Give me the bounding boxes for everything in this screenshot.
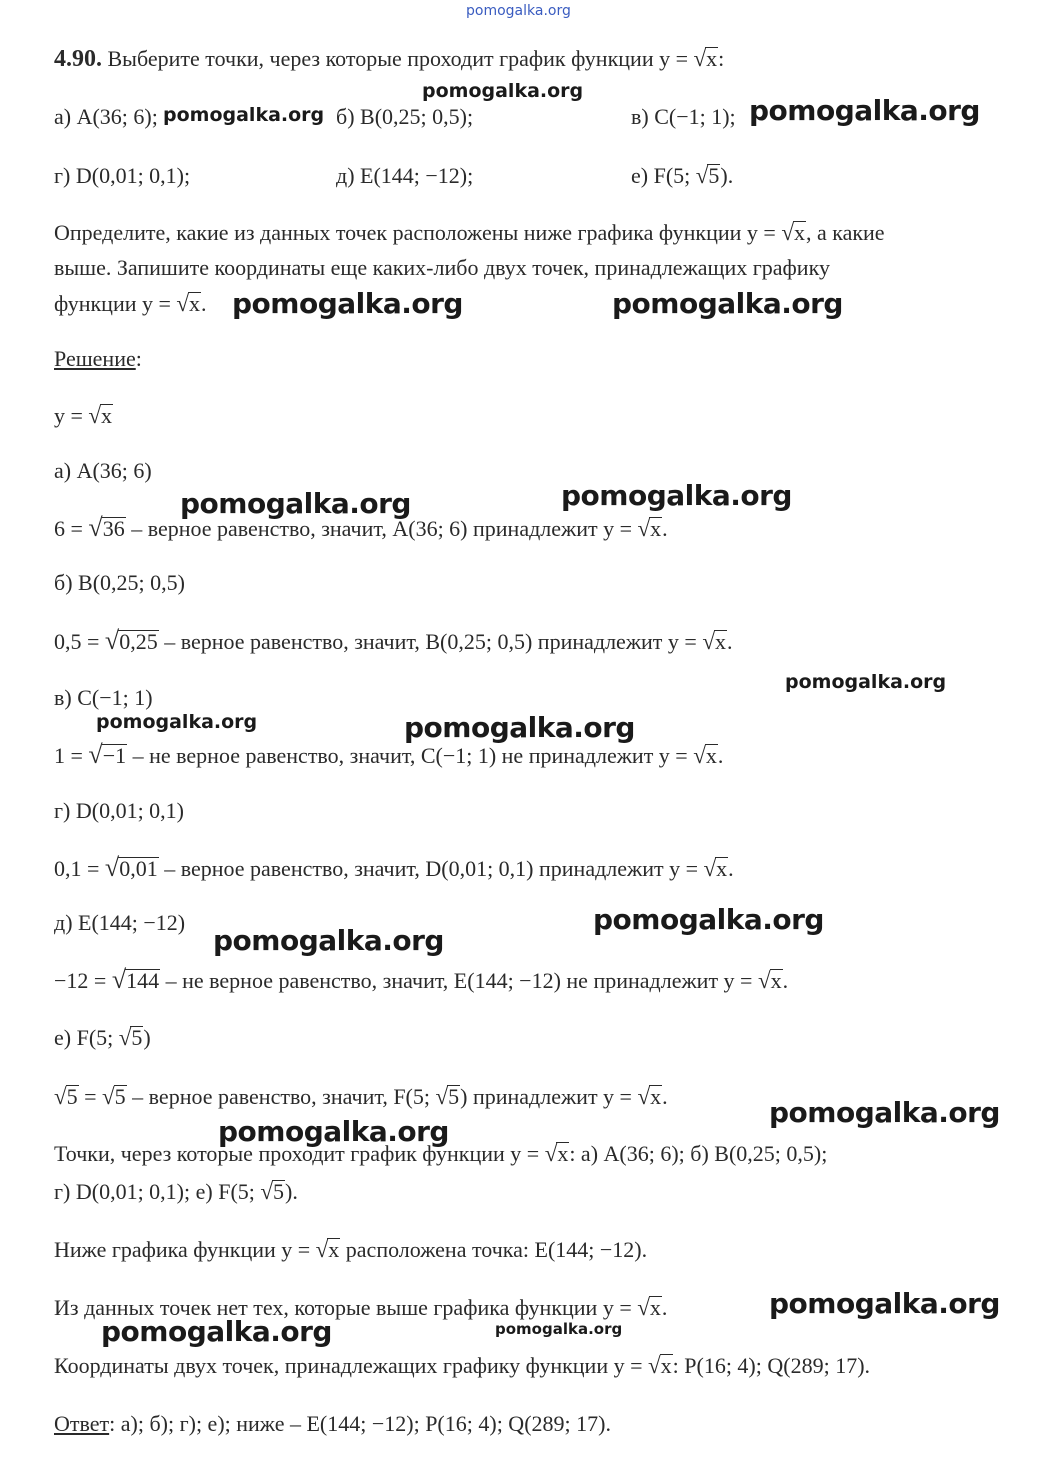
task-title-line: 4.90. Выберите точки, через которые проходит график функции y = √x: [54, 46, 725, 72]
case-g-heading: г) D(0,01; 0,1) [54, 798, 185, 823]
watermark-top: pomogalka.org [466, 3, 571, 19]
task-number: 4.90. [54, 46, 102, 72]
question-line-2: выше. Запишите координаты еще каких-либо двух точек, принадлежащих графику [54, 255, 830, 280]
watermark: pomogalka.org [213, 924, 444, 957]
watermark: pomogalka.org [612, 287, 843, 320]
above-graph-line: Из данных точек нет тех, которые выше графика функции y = √x. [54, 1295, 668, 1320]
watermark: pomogalka.org [180, 487, 411, 520]
sqrt-5: √5 [102, 1084, 126, 1109]
sqrt-x: √x [693, 46, 718, 71]
watermark: pomogalka.org [785, 671, 947, 693]
watermark: pomogalka.org [218, 1115, 449, 1148]
case-b-check: 0,5 = √0,25 – верное равенство, значит, B(0,25; 0,5) принадлежит y = √x. [54, 626, 733, 655]
case-e-heading: е) F(5; √5) [54, 1025, 151, 1050]
sqrt-x: √x [781, 220, 805, 245]
solution-heading: Решение: [54, 346, 142, 371]
sqrt-5: √5 [435, 1084, 460, 1109]
answer-line [54, 1411, 611, 1437]
sqrt-5: √5 [118, 1025, 143, 1050]
solution-function: y = √x [54, 403, 113, 428]
option-g: г) D(0,01; 0,1); [54, 163, 191, 188]
watermark: pomogalka.org [769, 1287, 1000, 1320]
sqrt-x: √x [702, 629, 726, 654]
watermark: pomogalka.org [101, 1315, 332, 1348]
case-a-heading: а) A(36; 6) [54, 458, 152, 483]
sqrt-144: √144 [111, 965, 160, 994]
watermark: pomogalka.org [561, 479, 792, 512]
sqrt-x: √x [315, 1237, 340, 1262]
case-v-heading: в) C(−1; 1) [54, 685, 153, 710]
sqrt-5: √5 [54, 1084, 78, 1109]
task-intro: Выберите точки, через которые проходит график функции y = [107, 46, 694, 71]
watermark: pomogalka.org [769, 1096, 1000, 1129]
summary-line-1: Точки, через которые проходит график функции y = √x: а) A(36; 6); б) B(0,25; 0,5); [54, 1141, 828, 1166]
sqrt-x: √x [703, 856, 728, 881]
sqrt-x: √x [637, 1084, 662, 1109]
question-line-1: Определите, какие из данных точек расположены ниже графика функции y = √x, а какие [54, 220, 885, 245]
watermark: pomogalka.org [749, 94, 980, 127]
sqrt-x: √x [88, 403, 113, 428]
watermark: pomogalka.org [495, 1320, 623, 1338]
option-e: е) F(5; √5). [631, 163, 734, 188]
sqrt-5: √5 [260, 1179, 285, 1204]
watermark: pomogalka.org [163, 104, 325, 126]
sqrt-5: √5 [695, 163, 720, 188]
case-d-check: −12 = √144 – не верное равенство, значит, E(144; −12) не принадлежит y = √x. [54, 965, 789, 994]
summary-line-2: г) D(0,01; 0,1); е) F(5; √5). [54, 1179, 298, 1204]
case-e-check: √5 = √5 – верное равенство, значит, F(5; √5) принадлежит y = √x. [54, 1084, 668, 1109]
sqrt-x: √x [757, 968, 782, 993]
option-b: б) B(0,25; 0,5); [336, 104, 474, 129]
sqrt-x: √x [693, 743, 717, 768]
watermark: pomogalka.org [404, 711, 635, 744]
sqrt-minus-1: √−1 [88, 740, 127, 769]
case-a-check: 6 = √36 – верное равенство, значит, A(36; 6) принадлежит y = √x. [54, 513, 668, 542]
answer-label: Ответ [54, 1411, 110, 1436]
answer-text: : а); б); г); е); ниже – E(144; −12); P(16; 4); Q(289; 17). [109, 1411, 611, 1436]
watermark: pomogalka.org [232, 287, 463, 320]
option-v: в) C(−1; 1); [631, 104, 736, 129]
sqrt-0-01: √0,01 [104, 853, 158, 882]
sqrt-0-25: √0,25 [104, 626, 158, 655]
sqrt-x: √x [637, 1295, 661, 1320]
option-d: д) E(144; −12); [336, 163, 474, 188]
coords-line: Координаты двух точек, принадлежащих графику функции y = √x: P(16; 4); Q(289; 17). [54, 1353, 871, 1378]
case-b-heading: б) B(0,25; 0,5) [54, 570, 185, 595]
watermark: pomogalka.org [96, 711, 258, 733]
watermark: pomogalka.org [422, 80, 584, 102]
below-graph-line: Ниже графика функции y = √x расположена точка: E(144; −12). [54, 1237, 648, 1262]
case-v-check: 1 = √−1 – не верное равенство, значит, C(−1; 1) не принадлежит y = √x. [54, 740, 724, 769]
watermark: pomogalka.org [593, 903, 824, 936]
option-a: а) A(36; 6); [54, 104, 158, 129]
question-line-3: функции y = √x. [54, 291, 207, 316]
sqrt-x: √x [544, 1141, 569, 1166]
case-d-heading: д) E(144; −12) [54, 910, 186, 935]
sqrt-x: √x [648, 1353, 672, 1378]
case-g-check: 0,1 = √0,01 – верное равенство, значит, D(0,01; 0,1) принадлежит y = √x. [54, 853, 734, 882]
sqrt-x: √x [637, 516, 662, 541]
sqrt-36: √36 [88, 513, 125, 542]
sqrt-x: √x [176, 291, 201, 316]
